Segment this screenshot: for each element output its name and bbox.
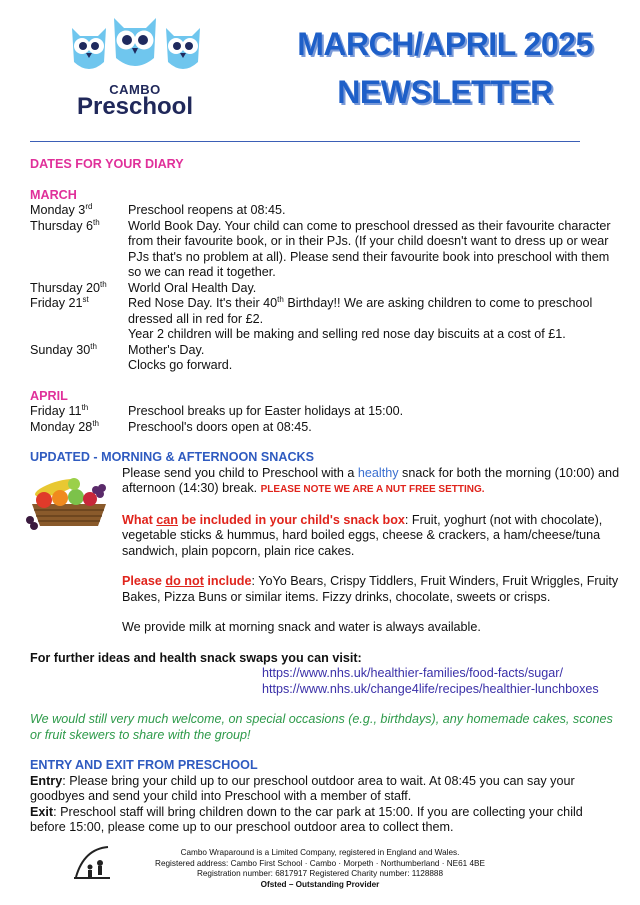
- diary-entry: [30, 203, 620, 219]
- preschool-logo: [60, 8, 210, 120]
- footer: [0, 848, 640, 890]
- entry-text: Preschool's doors open at 08:45.: [128, 419, 312, 434]
- nut-free-note: PLEASE NOTE WE ARE A NUT FREE SETTING.: [260, 484, 485, 495]
- entry-exit-heading: ENTRY AND EXIT FROM PRESCHOOL: [30, 758, 258, 772]
- snack-allowed: What can be included in your child's snack box: Fruit, yoghurt (not with chocolate), vegetable sticks & hummus, hard boiled eggs, cheese & crackers, a ham/cheese/tuna sandwich, plain popcorn, plain rice cakes.: [122, 512, 603, 558]
- diary-entry: [30, 404, 620, 420]
- header-divider: [30, 141, 580, 142]
- entry-day: Monday 28th: [30, 418, 99, 434]
- entry-day: Friday 11th: [30, 402, 89, 418]
- entry-day: Sunday 30th: [30, 341, 97, 357]
- ideas-links: [262, 666, 620, 697]
- entry-text: Preschool breaks up for Easter holidays at 15:00.: [128, 404, 404, 418]
- footer-registration: Registration number: 6817917 Registered Charity number: 1128888: [196, 869, 444, 878]
- homemade-note: We would still very much welcome, on special occasions (e.g., birthdays), any homemade cakes, scones or fruit skewers to share with the group!: [30, 712, 613, 742]
- entry-text: Red Nose Day. It's their 40th Birthday!! We are asking children to come to preschool dressed all in red for £2. Year 2 children will be making and selling red nose day biscuits at a cost of £1.: [128, 294, 593, 341]
- entry-text: Preschool reopens at 08:45.: [128, 203, 286, 217]
- entry-text: Mother's Day. Clocks go forward.: [128, 342, 233, 372]
- entry-day: Friday 21st: [30, 294, 89, 310]
- newsletter-body: [30, 157, 620, 836]
- entry-text: World Oral Health Day.: [128, 280, 257, 295]
- nhs-sugar-link[interactable]: https://www.nhs.uk/healthier-families/food-facts/sugar/: [262, 666, 563, 680]
- title-line-1: MARCH/APRIL 2025: [297, 26, 593, 62]
- diary-entry: [30, 219, 620, 281]
- footer-ofsted: Ofsted – Outstanding Provider: [260, 879, 380, 889]
- march-heading: MARCH: [30, 187, 77, 202]
- snack-intro: Please send you child to Preschool with a healthy snack for both the morning (10:00) and afternoon (14:30) break. PLEASE NOTE WE ARE A NUT FREE SETTING.: [122, 465, 620, 495]
- newsletter-title: [270, 20, 620, 116]
- entry-day: Thursday 20th: [30, 279, 107, 295]
- fruit-basket-icon: [26, 470, 112, 532]
- milk-water-note: We provide milk at morning snack and water is always available.: [122, 620, 481, 634]
- entry-paragraph: Entry: Please bring your child up to our preschool outdoor area to wait. At 08:45 you can say your goodbyes and send your child into Preschool with a member of staff.: [30, 773, 575, 803]
- nhs-lunchbox-link[interactable]: https://www.nhs.uk/change4life/recipes/healthier-lunchboxes: [262, 681, 599, 696]
- logo-preschool: Preschool: [76, 93, 194, 120]
- ideas-label: For further ideas and health snack swaps you can visit:: [30, 650, 362, 665]
- diary-entry: [30, 296, 620, 343]
- entry-text: World Book Day. Your child can come to preschool dressed as their favourite character from their favourite book, or in their PJs. (If your child doesn't want to dress up or wear PJs that's no problem at all). Please send their favourite book into preschool with them so we can read it together.: [128, 218, 611, 279]
- snacks-section: [30, 466, 620, 636]
- entry-day: Thursday 6th: [30, 217, 100, 233]
- april-heading: APRIL: [30, 388, 68, 403]
- footer-company: Cambo Wraparound is a Limited Company, registered in England and Wales.: [180, 848, 460, 857]
- diary-entry: [30, 281, 620, 297]
- diary-heading: DATES FOR YOUR DIARY: [30, 157, 184, 171]
- entry-day: Monday 3rd: [30, 201, 93, 217]
- snack-not-allowed: Please do not include: YoYo Bears, Crispy Tiddlers, Fruit Winders, Fruit Wriggles, Fruity Bakes, Pizza Buns or similar items. Fizzy drinks, chocolate, sweets or crisps.: [122, 574, 619, 604]
- owls-icon: [66, 12, 204, 78]
- title-line-2: NEWSLETTER: [337, 74, 553, 110]
- snacks-heading: UPDATED - MORNING & AFTERNOON SNACKS: [30, 450, 315, 464]
- diary-entry: [30, 420, 620, 436]
- diary-entry: [30, 343, 620, 374]
- logo-cambo: CAMBO: [109, 82, 161, 97]
- exit-paragraph: Exit: Preschool staff will bring children down to the car park at 15:00. If you are collecting your child before 15:00, please come up to our preschool outdoor area to collect them.: [30, 804, 583, 834]
- healthy-word: healthy: [357, 465, 399, 480]
- footer-address: Registered address: Cambo First School · Cambo · Morpeth · Northumberland · NE61 4BE: [155, 858, 485, 868]
